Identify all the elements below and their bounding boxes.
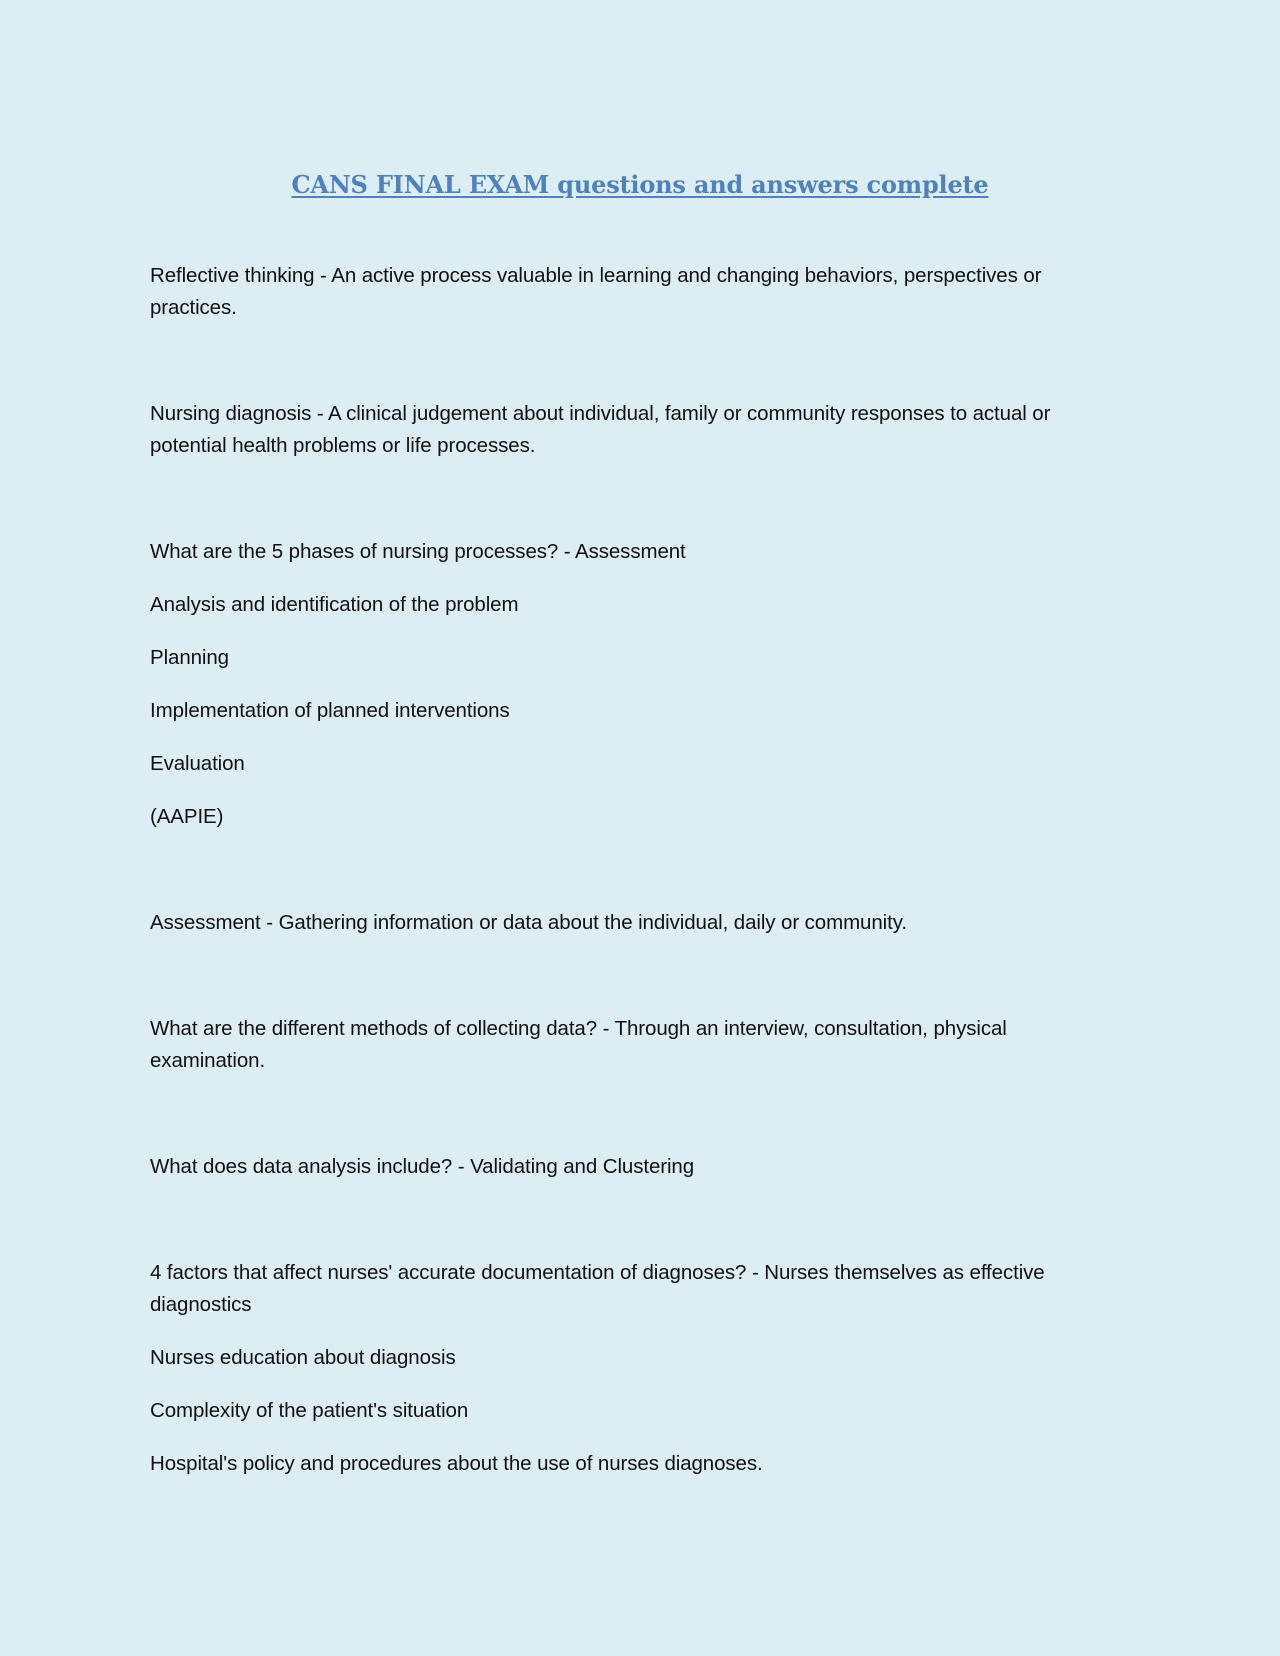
- qa-line: (AAPIE): [150, 805, 224, 828]
- qa-line: Analysis and identification of the problem: [150, 593, 519, 616]
- qa-entry: [150, 398, 1110, 462]
- qa-line: Nursing diagnosis - A clinical judgement about individual, family or community responses to actual or potential health problems or life processes.: [150, 402, 1051, 457]
- qa-line: 4 factors that affect nurses' accurate documentation of diagnoses? - Nurses themselves as effective diagnostics: [150, 1261, 1045, 1316]
- qa-line: Implementation of planned interventions: [150, 699, 510, 722]
- qa-line: Reflective thinking - An active process valuable in learning and changing behaviors, perspectives or practices.: [150, 264, 1042, 319]
- qa-entry: [150, 1257, 1095, 1480]
- qa-line: Assessment - Gathering information or data about the individual, daily or community.: [150, 911, 907, 934]
- qa-line: Evaluation: [150, 752, 245, 775]
- qa-entry: [150, 907, 1110, 939]
- qa-entry: [150, 260, 1080, 324]
- qa-line: What are the 5 phases of nursing processes? - Assessment: [150, 540, 686, 563]
- qa-line: What does data analysis include? - Validating and Clustering: [150, 1155, 695, 1178]
- qa-line: Nurses education about diagnosis: [150, 1346, 456, 1369]
- qa-entry: [150, 536, 1110, 833]
- qa-entry: [150, 1151, 1110, 1183]
- document-body: [150, 260, 1110, 1480]
- qa-entry: [150, 1013, 1070, 1077]
- qa-line: Complexity of the patient's situation: [150, 1399, 469, 1422]
- document-title: CANS FINAL EXAM questions and answers complete: [291, 170, 989, 199]
- qa-line: What are the different methods of collecting data? - Through an interview, consultation, physical examination.: [150, 1017, 1007, 1072]
- qa-line: Planning: [150, 646, 229, 669]
- qa-line: Hospital's policy and procedures about the use of nurses diagnoses.: [150, 1452, 763, 1475]
